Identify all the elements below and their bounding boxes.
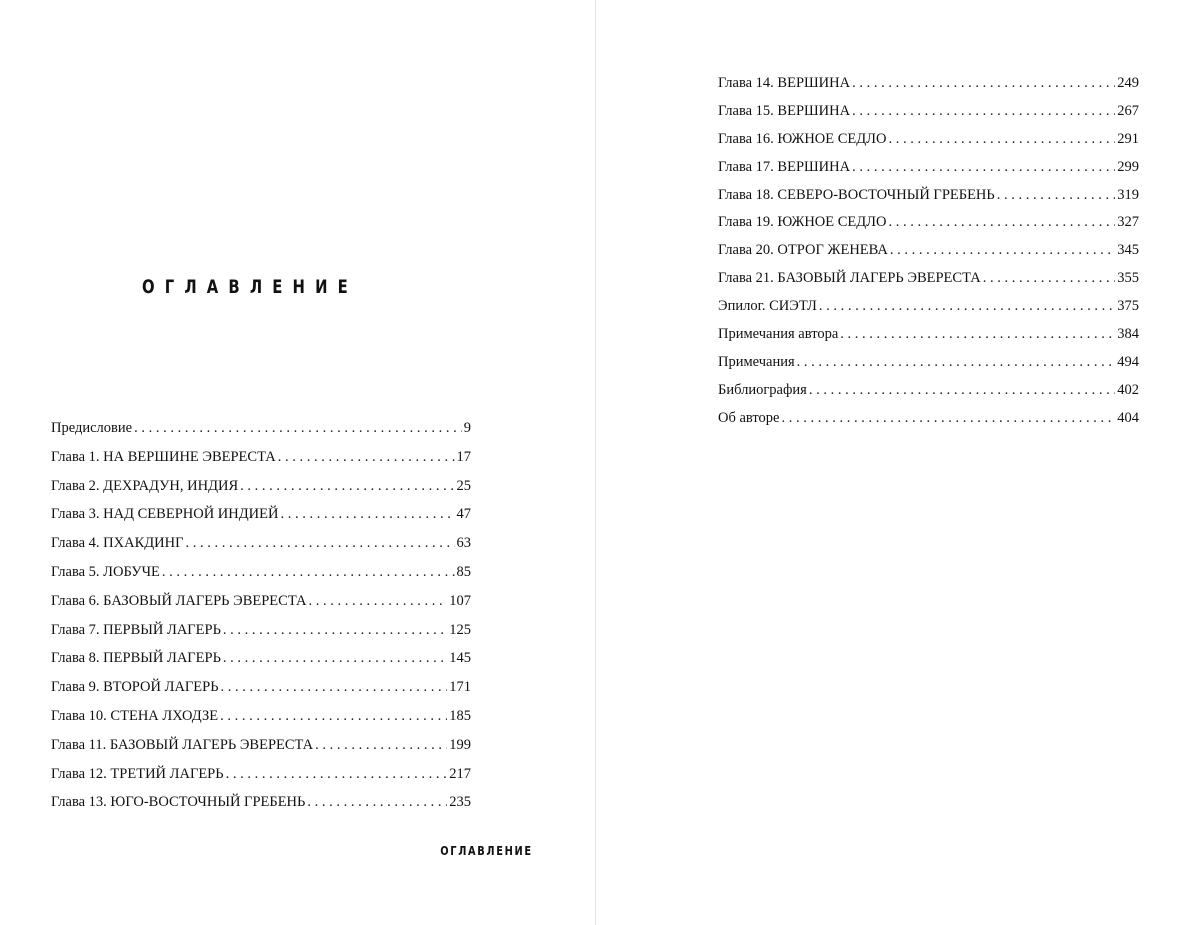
toc-entry-page-number: 327: [1117, 214, 1139, 231]
toc-entry[interactable]: [51, 420, 471, 449]
toc-entry-label: Глава 9. ВТОРОЙ ЛАГЕРЬ: [51, 679, 219, 696]
toc-entry[interactable]: [51, 622, 471, 651]
toc-list-right: [718, 75, 1139, 438]
dot-leader: [307, 794, 447, 811]
toc-entry-label: Глава 19. ЮЖНОЕ СЕДЛО: [718, 214, 887, 231]
toc-entry[interactable]: [51, 737, 471, 766]
toc-entry-label: Предисловие: [51, 420, 133, 436]
toc-entry-label: Глава 21. БАЗОВЫЙ ЛАГЕРЬ ЭВЕРЕСТА: [718, 270, 981, 287]
toc-entry-label: Глава 10. СТЕНА ЛХОДЗЕ: [51, 707, 219, 724]
toc-entry-label: Глава 11. БАЗОВЫЙ ЛАГЕРЬ ЭВЕРЕСТА: [51, 736, 314, 753]
toc-entry-page-number: 185: [449, 707, 471, 724]
toc-entry-label: Глава 13. ЮГО-ВОСТОЧНЫЙ ГРЕБЕНЬ: [51, 794, 306, 811]
toc-entry-label: Глава 17. ВЕРШИНА: [718, 158, 851, 175]
running-head: ОГЛАВЛЕНИЕ: [440, 844, 533, 858]
dot-leader: [852, 75, 1115, 92]
toc-entry-label: Глава 7. ПЕРВЫЙ ЛАГЕРЬ: [51, 621, 221, 638]
dot-leader: [888, 214, 1115, 231]
toc-entry[interactable]: [718, 131, 1139, 159]
dot-leader: [226, 766, 448, 783]
toc-entry[interactable]: [718, 159, 1139, 187]
toc-entry-page-number: 235: [449, 794, 471, 811]
toc-entry[interactable]: [718, 75, 1139, 103]
toc-entry-page-number: 319: [1117, 186, 1139, 203]
toc-entry-label: Глава 6. БАЗОВЫЙ ЛАГЕРЬ ЭВЕРЕСТА: [51, 592, 307, 609]
toc-entry[interactable]: [51, 478, 471, 507]
dot-leader: [852, 159, 1115, 176]
dot-leader: [781, 410, 1115, 427]
dot-leader: [840, 326, 1115, 343]
toc-entry[interactable]: [718, 298, 1139, 326]
toc-entry-page-number: 217: [449, 765, 471, 782]
toc-entry-label: Глава 4. ПХАКДИНГ: [51, 535, 184, 552]
toc-entry[interactable]: [51, 593, 471, 622]
toc-entry-label: Глава 15. ВЕРШИНА: [718, 102, 851, 119]
dot-leader: [240, 478, 454, 495]
left-page: [0, 0, 595, 925]
toc-entry-label: Примечания автора: [718, 326, 839, 343]
toc-entry-label: Глава 5. ЛОБУЧЕ: [51, 563, 160, 580]
toc-entry-label: Глава 3. НАД СЕВЕРНОЙ ИНДИЕЙ: [51, 506, 279, 523]
right-page: [596, 0, 1191, 925]
dot-leader: [997, 187, 1116, 204]
dot-leader: [315, 737, 447, 754]
toc-entry-label: Глава 14. ВЕРШИНА: [718, 75, 851, 91]
toc-entry[interactable]: [51, 708, 471, 737]
toc-entry[interactable]: [718, 354, 1139, 382]
dot-leader: [983, 270, 1116, 287]
dot-leader: [223, 622, 447, 639]
dot-leader: [819, 298, 1115, 315]
toc-entry-page-number: 345: [1117, 242, 1139, 259]
dot-leader: [134, 420, 462, 437]
toc-entry-page-number: 299: [1117, 158, 1139, 175]
toc-entry-page-number: 404: [1117, 409, 1139, 426]
toc-entry[interactable]: [718, 242, 1139, 270]
toc-entry-page-number: 384: [1117, 326, 1139, 343]
toc-title: ОГЛАВЛЕНИЕ: [142, 276, 358, 298]
toc-entry-page-number: 291: [1117, 130, 1139, 147]
toc-entry-page-number: 9: [463, 420, 471, 436]
dot-leader: [890, 242, 1115, 259]
dot-leader: [809, 382, 1115, 399]
toc-entry-page-number: 107: [449, 592, 471, 609]
toc-entry[interactable]: [718, 270, 1139, 298]
toc-entry-label: Глава 12. ТРЕТИЙ ЛАГЕРЬ: [51, 765, 224, 782]
dot-leader: [278, 449, 455, 466]
toc-entry[interactable]: [51, 506, 471, 535]
toc-entry[interactable]: [718, 103, 1139, 131]
toc-entry-label: Глава 2. ДЕХРАДУН, ИНДИЯ: [51, 477, 239, 494]
toc-entry-page-number: 355: [1117, 270, 1139, 287]
toc-entry[interactable]: [51, 449, 471, 478]
toc-entry-label: Глава 20. ОТРОГ ЖЕНЕВА: [718, 242, 888, 259]
toc-entry-page-number: 375: [1117, 298, 1139, 315]
toc-entry[interactable]: [51, 766, 471, 795]
toc-entry-label: Глава 16. ЮЖНОЕ СЕДЛО: [718, 130, 887, 147]
toc-entry-label: Эпилог. СИЭТЛ: [718, 298, 817, 315]
toc-entry-page-number: 17: [456, 448, 471, 465]
toc-entry-page-number: 63: [456, 535, 471, 552]
dot-leader: [852, 103, 1115, 120]
toc-list-left: [51, 420, 471, 823]
dot-leader: [221, 679, 448, 696]
dot-leader: [185, 535, 454, 552]
toc-entry-label: Глава 18. СЕВЕРО-ВОСТОЧНЫЙ ГРЕБЕНЬ: [718, 186, 995, 203]
toc-entry-page-number: 402: [1117, 381, 1139, 398]
toc-entry[interactable]: [718, 214, 1139, 242]
toc-entry[interactable]: [718, 382, 1139, 410]
toc-entry[interactable]: [718, 326, 1139, 354]
toc-entry-label: Библиография: [718, 381, 807, 398]
toc-entry-label: Глава 1. НА ВЕРШИНЕ ЭВЕРЕСТА: [51, 448, 276, 465]
toc-entry-page-number: 25: [456, 477, 471, 494]
dot-leader: [308, 593, 447, 610]
toc-entry-page-number: 267: [1117, 102, 1139, 119]
toc-entry[interactable]: [51, 794, 471, 823]
dot-leader: [223, 650, 447, 667]
toc-entry-label: Примечания: [718, 353, 795, 370]
toc-entry-page-number: 199: [449, 736, 471, 753]
toc-entry-page-number: 494: [1117, 353, 1139, 370]
toc-entry-page-number: 171: [449, 679, 471, 696]
toc-entry-label: Об авторе: [718, 409, 780, 426]
toc-entry-page-number: 47: [456, 506, 471, 523]
toc-entry[interactable]: [718, 187, 1139, 215]
dot-leader: [162, 564, 455, 581]
toc-entry[interactable]: [51, 535, 471, 564]
toc-entry-label: Глава 8. ПЕРВЫЙ ЛАГЕРЬ: [51, 650, 221, 667]
toc-entry-page-number: 145: [449, 650, 471, 667]
dot-leader: [797, 354, 1116, 371]
dot-leader: [220, 708, 447, 725]
toc-entry[interactable]: [51, 650, 471, 679]
dot-leader: [280, 506, 454, 523]
toc-entry-page-number: 249: [1117, 75, 1139, 91]
toc-entry[interactable]: [51, 679, 471, 708]
toc-entry[interactable]: [718, 410, 1139, 438]
toc-entry[interactable]: [51, 564, 471, 593]
toc-entry-page-number: 125: [449, 621, 471, 638]
toc-entry-page-number: 85: [456, 563, 471, 580]
dot-leader: [888, 131, 1115, 148]
